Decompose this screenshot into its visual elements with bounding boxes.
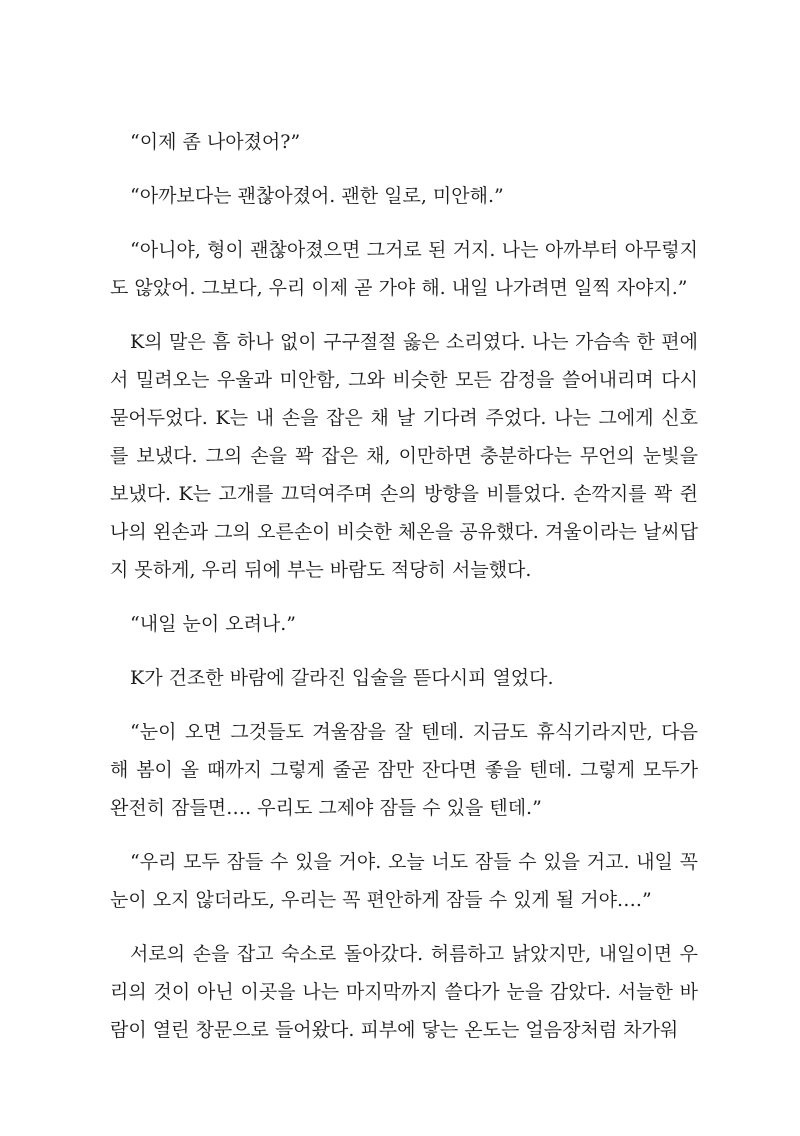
paragraph: “내일 눈이 오려나.” xyxy=(130,613,297,635)
paragraph: “아까보다는 괜찮아졌어. 괜한 일로, 미안해.” xyxy=(130,185,504,207)
paragraph: K가 건조한 바람에 갈라진 입술을 뜯다시피 열었다. xyxy=(130,667,554,689)
paragraph: “눈이 오면 그것들도 겨울잠을 잘 텐데. 지금도 휴식기라지만, 다음 해 봄이 올 때까지 그렇게 줄곧 잠만 잔다면 좋을 텐데. 그렇게 모두가 완전히 잠들면…. 우리도 그제야 잠들 수 있을 텐데.” xyxy=(110,721,698,819)
paragraph: K의 말은 흠 하나 없이 구구절절 옳은 소리였다. 나는 가슴속 한 편에서 밀려오는 우울과 미안함, 그와 비슷한 모든 감정을 쓸어내리며 다시 묻어두었다. K는 내 손을 잡은 채 날 기다려 주었다. 나는 그에게 신호를 보냈다. 그의 손을 꽉 잡은 채, 이만하면 충분하다는 무언의 눈빛을 보냈다. K는 고개를 끄덕여주며 손의 방향을 비틀었다. 손깍지를 꽉 쥔 나의 왼손과 그의 오른손이 비슷한 체온을 공유했다. 겨울이라는 날씨답지 못하게, 우리 뒤에 부는 바람도 적당히 서늘했다. xyxy=(110,331,698,581)
paragraph: 서로의 손을 잡고 숙소로 돌아갔다. 허름하고 낡았지만, 내일이면 우리의 것이 아닌 이곳을 나는 마지막까지 쓸다가 눈을 감았다. 서늘한 바람이 열린 창문으로 들어왔다. 피부에 닿는 온도는 얼음장처럼 차가워 xyxy=(110,943,698,1041)
body-text xyxy=(110,123,698,1065)
paragraph: “이제 좀 나아졌어?” xyxy=(130,131,301,153)
paragraph: “우리 모두 잠들 수 있을 거야. 오늘 너도 잠들 수 있을 거고. 내일 꼭 눈이 오지 않더라도, 우리는 꼭 편안하게 잠들 수 있게 될 거야….” xyxy=(110,851,698,911)
paragraph: “아니야, 형이 괜찮아졌으면 그거로 된 거지. 나는 아까부터 아무렇지도 않았어. 그보다, 우리 이제 곧 가야 해. 내일 나가려면 일찍 자야지.” xyxy=(110,239,698,299)
